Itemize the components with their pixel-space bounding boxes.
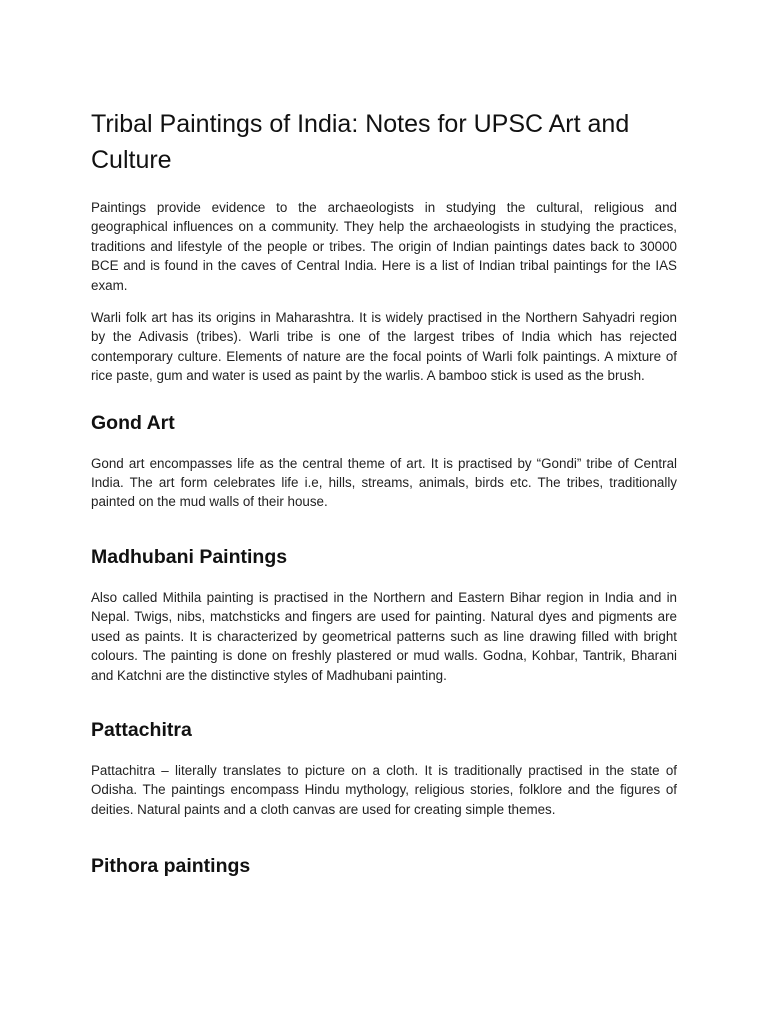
intro-paragraph: Paintings provide evidence to the archaeologists in studying the cultural, religious and geographical influences on a community. They help the archaeologists in studying the practices, traditions and lifestyle of the people or tribes. The origin of Indian paintings dates back to 30000 BCE and is found in the caves of Central India. Here is a list of Indian tribal paintings for the IAS exam.: [91, 200, 677, 293]
section-heading-madhubani: Madhubani Paintings: [91, 545, 288, 568]
warli-paragraph: Warli folk art has its origins in Maharashtra. It is widely practised in the Northern Sahyadri region by the Adivasis (tribes). Warli tribe is one of the largest tribes of India which has rejected contemporary culture. Elements of nature are the focal points of Warli folk paintings. A mixture of rice paste, gum and water is used as paint by the warlis. A bamboo stick is used as the brush.: [91, 310, 677, 384]
section-body-gond-art: Gond art encompasses life as the central theme of art. It is practised by “Gondi” tribe of Central India. The art form celebrates life i.e, hills, streams, animals, birds etc. The tribes, traditionally painted on the mud walls of their house.: [91, 455, 677, 510]
section-heading-gond-art: Gond Art: [91, 411, 175, 434]
section-body-madhubani: Also called Mithila painting is practised in the Northern and Eastern Bihar region in India and in Nepal. Twigs, nibs, matchsticks and fingers are used for painting. Natural dyes and pigments are used as paints. It is characterized by geometrical patterns such as line drawing filled with bright colours. The painting is done on freshly plastered or mud walls. Godna, Kohbar, Tantrik, Bharani and Katchni are the distinctive styles of Madhubani painting.: [91, 589, 677, 683]
section-body-pattachitra: Pattachitra – literally translates to picture on a cloth. It is traditionally practised in the state of Odisha. The paintings encompass Hindu mythology, religious stories, folklore and the figures of deities. Natural paints and a cloth canvas are used for creating simple themes.: [91, 762, 677, 817]
page-title: Tribal Paintings of India: Notes for UPSC Art and Culture: [91, 110, 630, 174]
section-heading-pattachitra: Pattachitra: [91, 718, 192, 741]
section-heading-pithora: Pithora paintings: [91, 855, 251, 878]
document-page: [91, 106, 677, 897]
